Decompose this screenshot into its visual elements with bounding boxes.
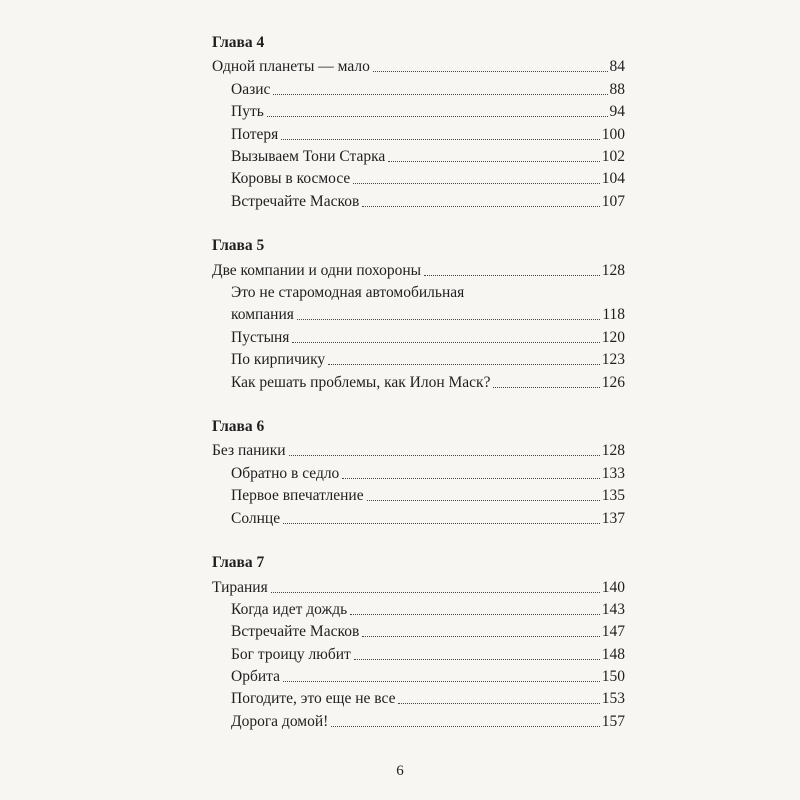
entry-title: Без паники: [212, 442, 286, 460]
entry-page: 153: [601, 690, 625, 708]
dot-leader: [271, 592, 600, 593]
entry-page: 128: [601, 442, 625, 460]
entry-page: 157: [601, 712, 625, 730]
table-of-contents: [212, 32, 625, 755]
entry-title: Солнце: [231, 509, 281, 527]
entry-title: Бог троицу любит: [231, 645, 351, 663]
toc-subentry: [212, 167, 625, 189]
toc-subentry: [212, 709, 625, 731]
chapter-title: Глава 6: [212, 418, 265, 436]
entry-page: 107: [601, 192, 625, 210]
entry-title: Путь: [231, 103, 264, 121]
entry-title: Две компании и одни похороны: [212, 261, 422, 279]
chapter-title: Глава 4: [212, 34, 265, 51]
entry-page: 137: [601, 509, 625, 527]
toc-entry: [212, 575, 625, 597]
entry-page: 135: [601, 487, 625, 505]
dot-leader: [267, 116, 608, 117]
dot-leader: [273, 94, 607, 95]
page-number: 6: [396, 763, 404, 779]
toc-subentry: [212, 145, 625, 167]
entry-title: Как решать проблемы, как Илон Маск?: [231, 373, 491, 391]
entry-page: 140: [601, 578, 625, 596]
toc-subentry: [212, 620, 625, 642]
entry-title: Встречайте Масков: [231, 192, 360, 210]
entry-page: 150: [601, 668, 625, 686]
toc-subentry: [212, 189, 625, 211]
toc-subentry: [212, 484, 625, 506]
entry-title: Дорога домой!: [231, 712, 329, 730]
toc-entry: [212, 258, 625, 280]
toc-subentry: [212, 281, 625, 326]
chapter-6: [212, 416, 625, 529]
dot-leader: [281, 139, 599, 140]
entry-page: 148: [601, 645, 625, 663]
dot-leader: [331, 726, 599, 727]
dot-leader: [367, 500, 600, 501]
dot-leader: [292, 342, 599, 343]
entry-page: 84: [609, 58, 625, 76]
toc-subentry: [212, 642, 625, 664]
entry-page: 120: [601, 328, 625, 346]
chapter-title: Глава 7: [212, 554, 265, 572]
entry-title: Вызываем Тони Старка: [231, 147, 386, 165]
toc-subentry: [212, 348, 625, 370]
entry-page: 143: [601, 600, 625, 618]
dot-leader: [354, 659, 600, 660]
dot-leader: [398, 703, 599, 704]
entry-title: Когда идет дождь: [231, 600, 348, 618]
entry-title: Одной планеты — мало: [212, 58, 370, 76]
entry-page: 128: [601, 261, 625, 279]
toc-subentry: [212, 461, 625, 483]
dot-leader: [350, 614, 600, 615]
entry-title: Коровы в космосе: [231, 170, 351, 188]
chapter-7: [212, 552, 625, 732]
entry-title: Тирания: [212, 578, 268, 596]
entry-title: Погодите, это еще не все: [231, 690, 396, 708]
entry-page: 126: [601, 373, 625, 391]
dot-leader: [342, 478, 599, 479]
entry-title-line1: Это не старомодная автомобильная: [231, 284, 465, 302]
entry-page: 104: [601, 170, 625, 188]
entry-title: Первое впечатление: [231, 487, 364, 505]
dot-leader: [373, 71, 608, 72]
toc-subentry: [212, 370, 625, 392]
toc-subentry: [212, 598, 625, 620]
dot-leader: [362, 636, 599, 637]
toc-subentry: [212, 665, 625, 687]
entry-page: 102: [601, 147, 625, 165]
toc-subentry: [212, 506, 625, 528]
entry-page: 147: [601, 623, 625, 641]
toc-subentry: [212, 77, 625, 99]
entry-page: 123: [601, 351, 625, 369]
entry-title: Обратно в седло: [231, 464, 340, 482]
chapter-5: [212, 235, 625, 392]
entry-title: компания: [231, 306, 294, 324]
entry-title: Потеря: [231, 125, 279, 143]
toc-subentry: [212, 122, 625, 144]
dot-leader: [297, 319, 600, 320]
chapter-4: [212, 32, 625, 212]
entry-title: Оазис: [231, 80, 271, 98]
entry-title: Орбита: [231, 668, 280, 686]
toc-subentry: [212, 687, 625, 709]
dot-leader: [493, 387, 599, 388]
entry-title: Встречайте Масков: [231, 623, 360, 641]
toc-entry: [212, 55, 625, 77]
dot-leader: [289, 455, 600, 456]
dot-leader: [283, 523, 600, 524]
entry-title: Пустыня: [231, 328, 290, 346]
dot-leader: [353, 183, 599, 184]
toc-entry: [212, 439, 625, 461]
dot-leader: [388, 161, 599, 162]
entry-title: По кирпичику: [231, 351, 326, 369]
chapter-title: Глава 5: [212, 237, 265, 255]
dot-leader: [424, 275, 600, 276]
entry-page: 133: [601, 464, 625, 482]
entry-page: 100: [601, 125, 625, 143]
entry-page: 94: [609, 103, 625, 121]
entry-page: 118: [602, 306, 625, 324]
toc-subentry: [212, 325, 625, 347]
toc-subentry: [212, 100, 625, 122]
dot-leader: [283, 681, 600, 682]
entry-page: 88: [609, 80, 625, 98]
dot-leader: [328, 364, 600, 365]
dot-leader: [362, 206, 599, 207]
